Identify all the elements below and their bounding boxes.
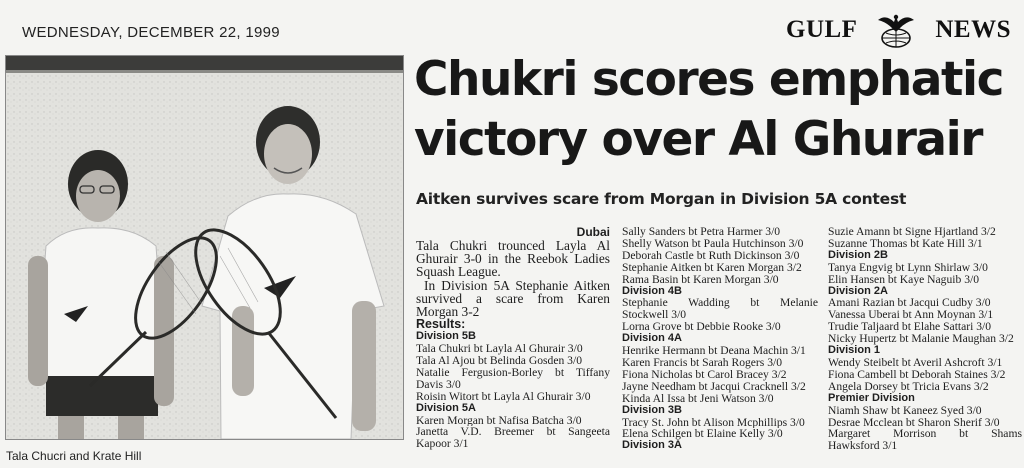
article-paragraph-2: In Division 5A Stephanie Aitken survived a scare from Karen Morgan 3-2	[416, 277, 610, 320]
result-line: Shelly Watson bt Paula Hutchinson 3/0	[622, 237, 804, 250]
result-line: Stephanie Aitken bt Karen Morgan 3/2	[622, 261, 802, 274]
result-line: Niamh Shaw bt Kaneez Syed 3/0	[828, 404, 982, 417]
result-line: Desrae Mcclean bt Sharon Sherif 3/0	[828, 416, 1000, 429]
division-heading: Division 4A	[622, 333, 682, 345]
result-line: Kinda Al Issa bt Jeni Watson 3/0	[622, 392, 774, 405]
squash-players-photo	[6, 56, 403, 439]
result-line: Elin Hansen bt Kaye Naguib 3/0	[828, 273, 980, 286]
article-column-1	[416, 226, 610, 450]
division-heading: Division 3A	[622, 440, 682, 452]
results-label: Results:	[416, 317, 466, 332]
result-line: Wendy Steibelt bt Averil Ashcroft 3/1	[828, 356, 1003, 369]
article-headline	[414, 50, 1014, 170]
result-line: Stephanie Wadding bt Melanie	[622, 297, 818, 310]
article-column-2	[622, 226, 818, 452]
division-heading: Division 1	[828, 345, 880, 357]
result-line: Suzie Amann bt Signe Hjartland 3/2	[828, 226, 996, 238]
result-line: Angela Dorsey bt Tricia Evans 3/2	[828, 380, 989, 393]
result-line: Kapoor 3/1	[416, 438, 469, 451]
results-list-col2	[622, 226, 818, 452]
eagle-globe-logo-icon	[874, 10, 918, 50]
result-line: Roisin Witort bt Layla Al Ghurair 3/0	[416, 390, 591, 403]
article-column-3	[828, 226, 1022, 452]
article-photo	[5, 55, 404, 440]
result-line: Deborah Castle bt Ruth Dickinson 3/0	[622, 249, 800, 262]
result-line: Hawksford 3/1	[828, 440, 898, 453]
result-line: Stockwell 3/0	[622, 309, 687, 322]
division-heading: Division 2B	[828, 249, 888, 261]
article-body	[416, 239, 610, 318]
result-line: Janetta V.D. Breemer bt Sangeeta	[416, 426, 610, 439]
division-heading: Division 5A	[416, 402, 476, 414]
result-line: Trudie Taljaard bt Elahe Sattari 3/0	[828, 321, 992, 334]
masthead-news: NEWS	[935, 16, 1011, 43]
photo-caption: Tala Chucri and Krate Hill	[6, 449, 142, 463]
article-subhead: Aitken survives scare from Morgan in Division 5A contest	[416, 190, 907, 208]
result-line: Karen Morgan bt Nafisa Batcha 3/0	[416, 414, 582, 427]
result-line: Tracy St. John bt Alison Mcphillips 3/0	[622, 416, 805, 429]
headline-line-2: victory over Al Ghurair	[414, 112, 982, 167]
result-line: Vanessa Uberai bt Ann Moynan 3/1	[828, 309, 994, 322]
division-heading: Division 5B	[416, 331, 476, 343]
result-line: Margaret Morrison bt Shams	[828, 428, 1022, 441]
result-line: Natalie Fergusion-Borley bt Tiffany	[416, 366, 610, 379]
result-line: Nicky Hupertz bt Malanie Maughan 3/2	[828, 333, 1014, 346]
result-line: Amani Razian bt Jacqui Cudby 3/0	[828, 297, 991, 310]
result-line: Fiona Nicholas bt Carol Bracey 3/2	[622, 368, 787, 381]
result-line: Tala Chukri bt Layla Al Ghurair 3/0	[416, 343, 583, 356]
masthead-gulf: GULF	[786, 16, 858, 43]
result-line: Elena Schilgen bt Elaine Kelly 3/0	[622, 428, 783, 441]
results-list-col3	[828, 226, 1022, 452]
headline-line-1: Chukri scores emphatic	[414, 52, 1003, 107]
results-list-col1	[416, 331, 610, 450]
result-line: Suzanne Thomas bt Kate Hill 3/1	[828, 237, 983, 250]
publication-date: WEDNESDAY, DECEMBER 22, 1999	[22, 24, 280, 41]
result-line: Jayne Needham bt Jacqui Cracknell 3/2	[622, 380, 806, 393]
result-line: Fiona Cambell bt Deborah Staines 3/2	[828, 368, 1006, 381]
result-line: Rama Basin bt Karen Morgan 3/0	[622, 273, 779, 286]
result-line: Tala Al Ajou bt Belinda Gosden 3/0	[416, 355, 582, 367]
result-line: Lorna Grove bt Debbie Rooke 3/0	[622, 321, 781, 334]
division-heading: Division 3B	[622, 404, 682, 416]
article-paragraph-1: Tala Chukri trounced Layla Al Ghurair 3-0 in the Reebok Ladies Squash League.	[416, 238, 610, 280]
result-line: Karen Francis bt Sarah Rogers 3/0	[622, 356, 783, 369]
result-line: Davis 3/0	[416, 378, 461, 391]
result-line: Sally Sanders bt Petra Harmer 3/0	[622, 226, 781, 238]
result-line: Henrike Hermann bt Deana Machin 3/1	[622, 345, 806, 357]
result-line: Tanya Engvig bt Lynn Shirlaw 3/0	[828, 261, 988, 274]
division-heading: Division 4B	[622, 285, 682, 297]
masthead	[786, 10, 1011, 50]
division-heading: Division 2A	[828, 285, 888, 297]
division-heading: Premier Division	[828, 392, 915, 404]
article-dateline: Dubai	[576, 225, 610, 239]
